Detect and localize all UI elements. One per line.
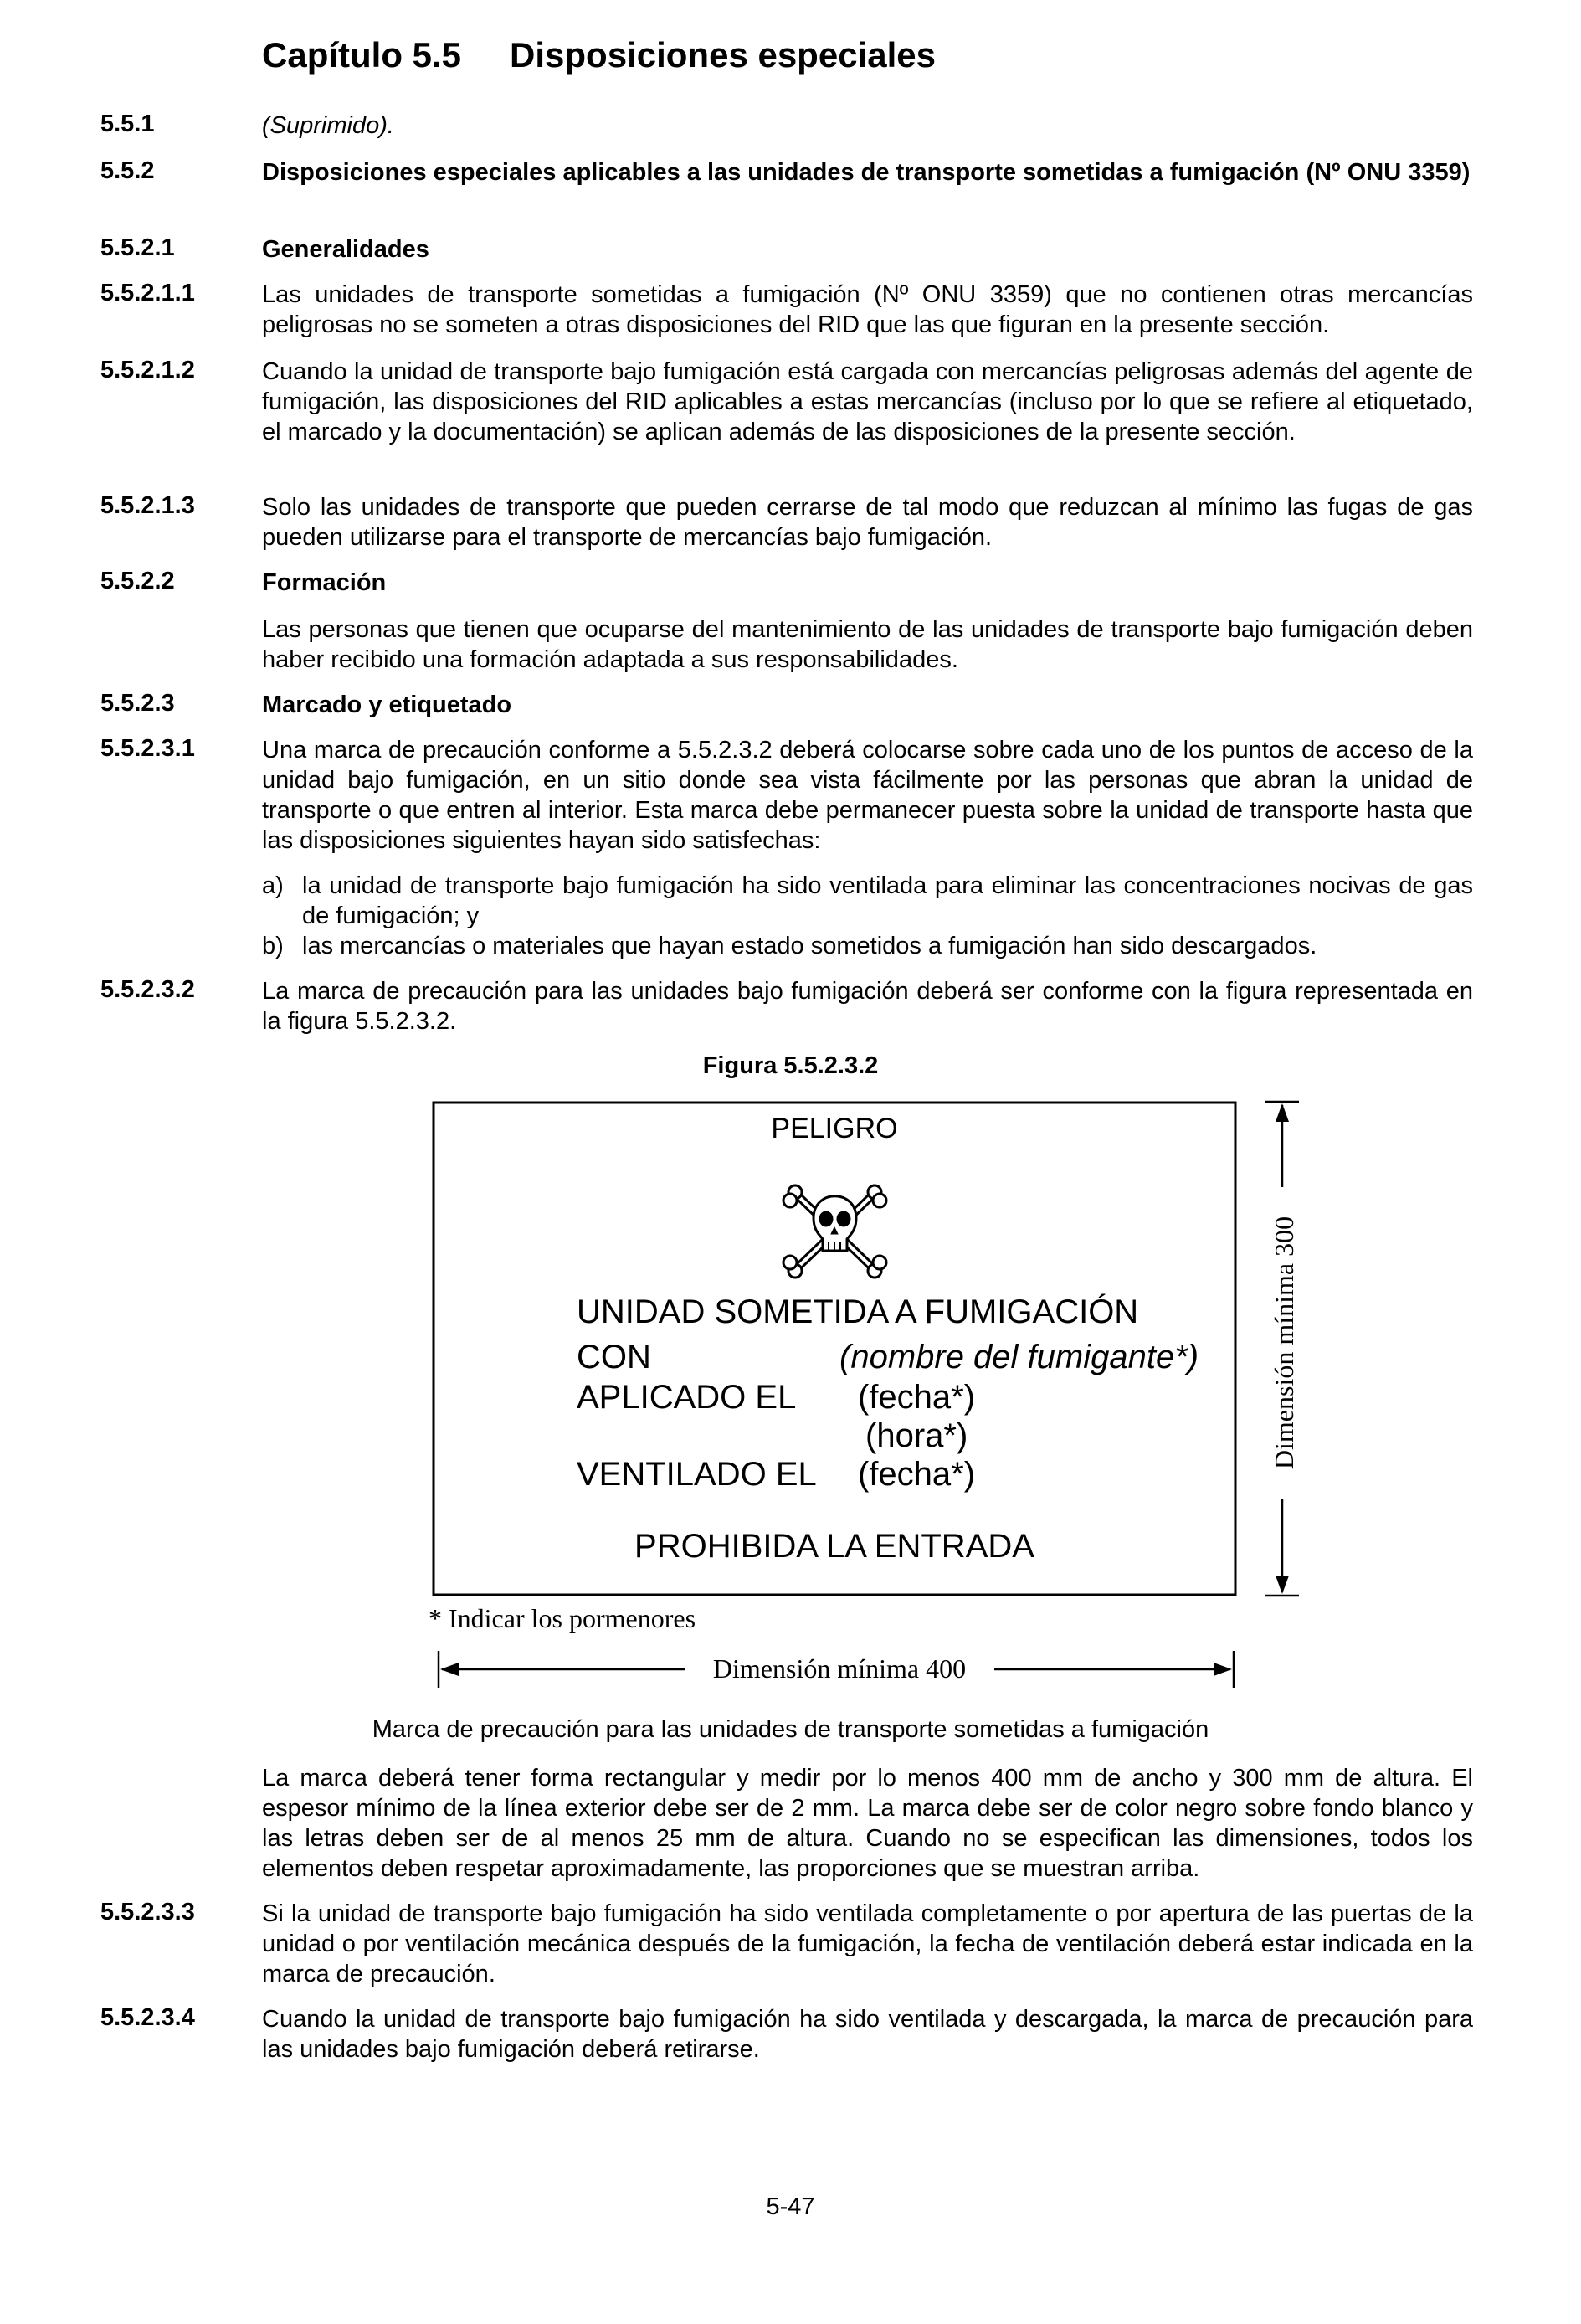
section-number: 5.5.2.3: [100, 690, 175, 717]
mark-value-fecha-aplicado: (fecha*): [858, 1379, 976, 1416]
list-label: b): [262, 933, 284, 959]
section-heading: Generalidades: [262, 236, 429, 263]
section-number: 5.5.2.1: [100, 234, 175, 261]
paragraph-formacion: Las personas que tienen que ocuparse del mantenimiento de las unidades de transporte bajo fumigación deben haber recibido una formación adaptada a sus responsabilidades.: [262, 616, 1473, 673]
section-number: 5.5.2.1.2: [100, 357, 195, 383]
mark-prohibida-entrada: PROHIBIDA LA ENTRADA: [634, 1528, 1034, 1565]
section-number: 5.5.2.2: [100, 568, 175, 594]
section-number: 5.5.2.1.1: [100, 280, 195, 306]
mark-label-ventilado: VENTILADO EL: [577, 1456, 817, 1493]
section-text: Una marca de precaución conforme a 5.5.2.3.2 deberá colocarse sobre cada uno de los puntos de acceso de la unidad bajo fumigación, en un sitio donde sea vista fácilmente por las personas que abran la unidad de transporte o que entren al interior. Esta marca debe permanecer puesta sobre la unidad de transporte hasta que las disposiciones siguientes hayan sido satisfechas:: [262, 737, 1473, 854]
paragraph-marca: La marca deberá tener forma rectangular y medir por lo menos 400 mm de ancho y 300 mm de altura. El espesor mínimo de la línea exterior debe ser de 2 mm. La marca debe ser de color negro sobre fondo blanco y las letras deben ser de al menos 25 mm de altura. Cuando no se especifican las dimensiones, todos los elementos deben respetar aproximadamente, las proporciones que se muestran arriba.: [262, 1765, 1473, 1882]
section-heading: Formación: [262, 569, 387, 596]
section-number: 5.5.2.3.4: [100, 2004, 195, 2031]
figure-caption: Marca de precaución para las unidades de transporte sometidas a fumigación: [372, 1716, 1209, 1743]
dimension-label-vertical: Dimensión mínima 300: [1269, 1216, 1299, 1470]
mark-value-fecha-ventilado: (fecha*): [858, 1456, 976, 1493]
list-text: las mercancías o materiales que hayan estado sometidos a fumigación han sido descargados.: [302, 933, 1317, 959]
chapter-title: Disposiciones especiales: [510, 35, 936, 75]
section-heading: Marcado y etiquetado: [262, 692, 512, 718]
mark-value-fumigante: (nombre del fumigante*): [839, 1339, 1199, 1375]
section-number: 5.5.1: [100, 111, 155, 137]
mark-label-con: CON: [577, 1339, 651, 1375]
section-number: 5.5.2.3.3: [100, 1899, 195, 1926]
section-text: Cuando la unidad de transporte bajo fumigación ha sido ventilada y descargada, la marca de precaución para las unidades bajo fumigación deberá retirarse.: [262, 2006, 1473, 2063]
chapter-number: Capítulo 5.5: [262, 35, 462, 75]
section-text: Las unidades de transporte sometidas a fumigación (Nº ONU 3359) que no contienen otras mercancías peligrosas no se someten a otras disposiciones del RID que las que figuran en la presente sección.: [262, 281, 1473, 338]
section-text: (Suprimido).: [262, 112, 394, 139]
mark-line-unidad: UNIDAD SOMETIDA A FUMIGACIÓN: [577, 1293, 1139, 1330]
section-text: Solo las unidades de transporte que pueden cerrarse de tal modo que reduzcan al mínimo las fugas de gas pueden utilizarse para el transporte de mercancías bajo fumigación.: [262, 494, 1473, 551]
list-text: la unidad de transporte bajo fumigación ha sido ventilada para eliminar las concentraciones nocivas de gas de fumigación; y: [302, 872, 1473, 929]
list-label: a): [262, 872, 284, 899]
mark-value-hora: (hora*): [865, 1417, 968, 1454]
dimension-label-horizontal: Dimensión mínima 400: [712, 1653, 967, 1684]
section-heading: Disposiciones especiales aplicables a las unidades de transporte sometidas a fumigación (Nº ONU 3359): [262, 159, 1471, 186]
section-number: 5.5.2: [100, 157, 155, 184]
peligro-label: PELIGRO: [771, 1113, 898, 1144]
figure-title: Figura 5.5.2.3.2: [702, 1052, 879, 1079]
mark-label-aplicado: APLICADO EL: [577, 1379, 797, 1416]
section-text: La marca de precaución para las unidades bajo fumigación deberá ser conforme con la figura representada en la figura 5.5.2.3.2.: [262, 978, 1473, 1035]
section-text: Cuando la unidad de transporte bajo fumigación está cargada con mercancías peligrosas además del agente de fumigación, las disposiciones del RID aplicables a estas mercancías (incluso por lo que se refiere al etiquetado, el marcado y la documentación) se aplican además de las disposiciones de la presente sección.: [262, 358, 1473, 445]
section-number: 5.5.2.3.1: [100, 735, 195, 762]
section-text: Si la unidad de transporte bajo fumigación ha sido ventilada completamente o por apertura de las puertas de la unidad o por ventilación mecánica después de la fumigación, la fecha de ventilación deberá estar indicada en la marca de precaución.: [262, 1900, 1473, 1987]
section-number: 5.5.2.3.2: [100, 976, 195, 1003]
section-number: 5.5.2.1.3: [100, 492, 195, 519]
figure-footnote: * Indicar los pormenores: [429, 1603, 696, 1633]
page-number: 5-47: [766, 2193, 815, 2220]
